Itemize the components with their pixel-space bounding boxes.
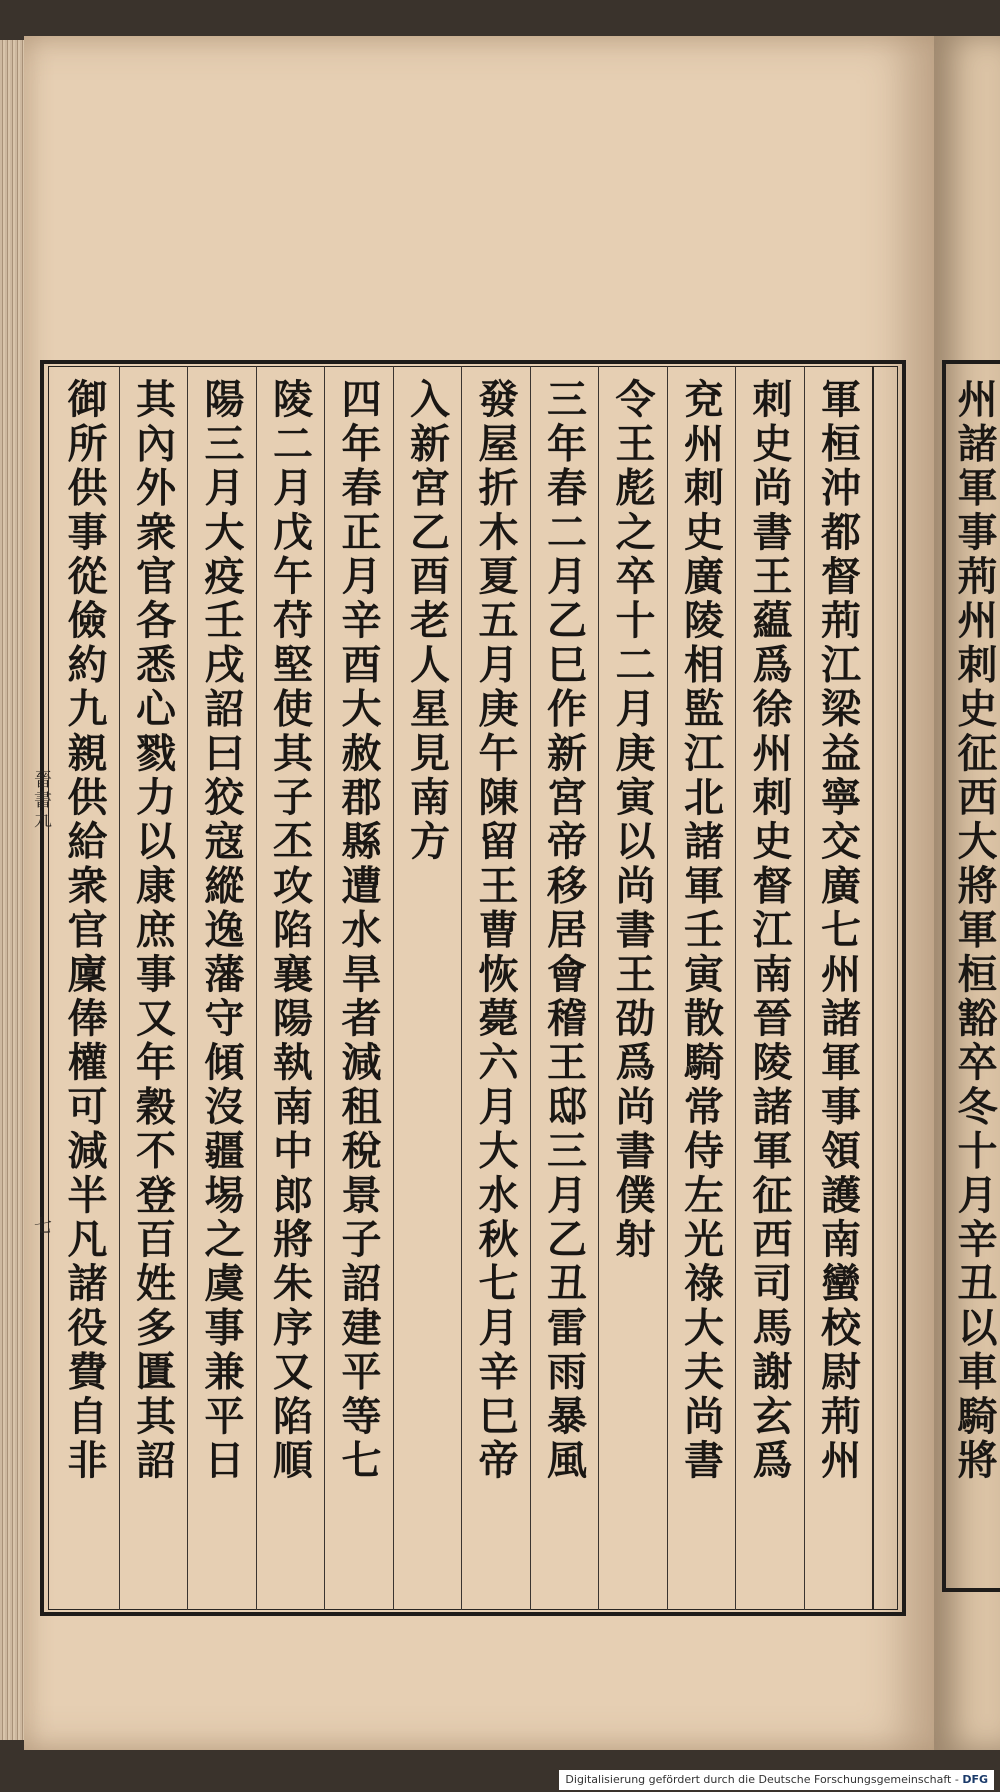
column-rule: [119, 366, 120, 1610]
credit-text: Digitalisierung gefördert durch die Deutsche Forschungsgemeinschaft -: [565, 1773, 963, 1786]
text-column: 四年春正月辛酉大赦郡縣遭水旱者減租稅景子詔建平等七: [335, 378, 382, 1483]
dfg-logo: DFG: [962, 1773, 988, 1786]
column-rule: [598, 366, 599, 1610]
text-column: 發屋折木夏五月庚午陳留王曹恢薨六月大水秋七月辛巳帝: [472, 378, 519, 1483]
text-column: 入新宮乙酉老人星見南方: [403, 378, 451, 865]
column-rule: [256, 366, 257, 1610]
digitization-credit: [559, 1770, 994, 1790]
facing-column: 州諸軍事荊州刺史征西大將軍桓豁卒冬十月辛丑以車騎將: [951, 378, 998, 1483]
text-column: 令王彪之卒十二月庚寅以尚書王劭爲尚書僕射: [609, 378, 656, 1262]
page-edges: [0, 40, 26, 1740]
text-column: 兗州刺史廣陵相監江北諸軍壬寅散騎常侍左光祿大夫尚書: [677, 378, 725, 1483]
text-column: 刺史尚書王藴爲徐州刺史督江南晉陵諸軍征西司馬謝玄爲: [746, 378, 793, 1483]
column-rule: [461, 366, 462, 1610]
column-rule: [187, 366, 188, 1610]
text-column: 軍桓沖都督荊江梁益寧交廣七州諸軍事領護南蠻校尉荊州: [814, 378, 862, 1483]
text-column: 陽三月大疫壬戌詔曰狡寇縱逸藩守傾沒疆埸之虞事兼平日: [198, 378, 245, 1483]
column-rule: [804, 366, 805, 1610]
text-column: 陵二月戊午苻堅使其子丕攻陷襄陽執南中郎將朱序又陷順: [266, 378, 314, 1483]
text-column: 御所供事從儉約九親供給衆官廩俸權可減半凡諸役費自非: [61, 378, 108, 1483]
text-column: 三年春二月乙巳作新宮帝移居會稽王邸三月乙丑雷雨暴風: [540, 378, 588, 1483]
gutter-column: [872, 366, 886, 1610]
text-column: 其內外衆官各悉心戮力以康庶事又年穀不登百姓多匱其詔: [129, 378, 177, 1483]
column-rule: [667, 366, 668, 1610]
column-rule: [735, 366, 736, 1610]
column-rule: [324, 366, 325, 1610]
column-rule: [530, 366, 531, 1610]
column-rule: [393, 366, 394, 1610]
leaf-number: 七: [31, 1216, 52, 1234]
margin-title: 晉書九: [31, 770, 52, 830]
